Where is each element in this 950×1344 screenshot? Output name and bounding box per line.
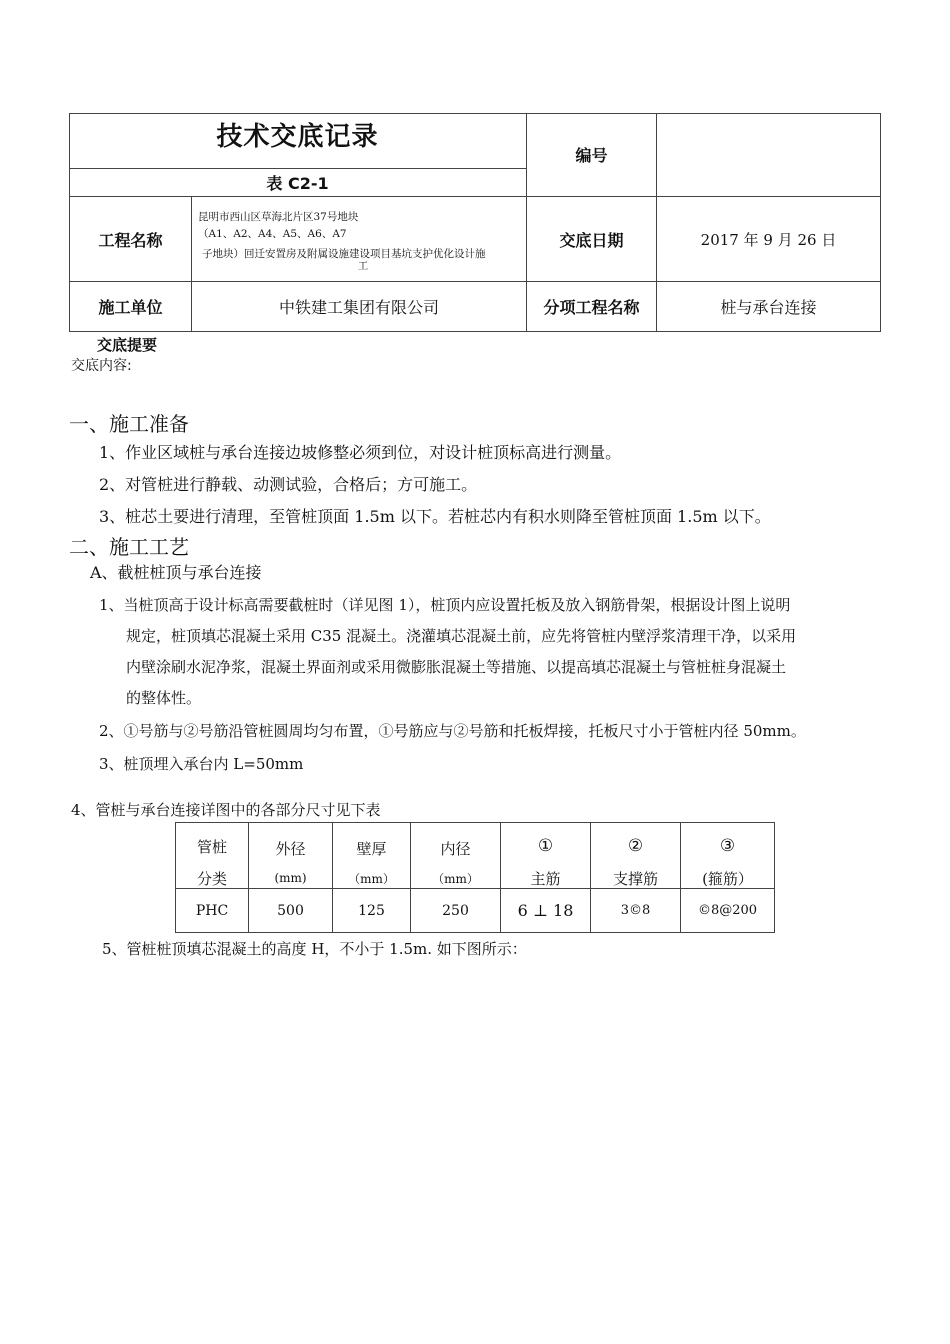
table-cell: 250 xyxy=(442,902,469,919)
table-header-cell: 壁厚 xyxy=(356,839,387,858)
project-name-line: 工 xyxy=(357,260,369,272)
table-header-cell: （mm） xyxy=(432,871,479,886)
table-header-cell: (mm) xyxy=(274,871,307,885)
table-cell: 6 ⊥ 18 xyxy=(517,901,574,920)
document-title: 技术交底记录 xyxy=(216,121,379,152)
section2-item2: 2、①号筋与②号筋沿管桩圆周均匀布置，①号筋应与②号筋和托板焊接，托板尺寸小于管桩内径 50mm。 xyxy=(99,722,806,740)
table-cell: ©8@200 xyxy=(697,903,758,918)
section2-item1-line: 规定，桩顶填芯混凝土采用 C35 混凝土。浇灌填芯混凝土前，应先将管桩内壁浮浆清理干净，以采用 xyxy=(126,627,797,645)
project-name-line: 昆明市西山区草海北片区37号地块 xyxy=(198,211,359,223)
table-header-cell: 分类 xyxy=(196,869,227,888)
table-cell: 500 xyxy=(277,902,304,919)
table-cell: 125 xyxy=(358,902,385,919)
section2-title: 二、施工工艺 xyxy=(69,535,189,559)
table-header-cell: ① xyxy=(537,836,554,856)
biaohao-label: 编号 xyxy=(575,146,608,165)
form-number: 表 C2-1 xyxy=(266,174,329,193)
table-header-cell: 支撑筋 xyxy=(612,869,658,888)
table-header-cell: (箍筋） xyxy=(702,869,753,888)
table-cell: 3©8 xyxy=(620,903,651,918)
section1-item: 2、对管桩进行静载、动测试验，合格后；方可施工。 xyxy=(99,475,478,494)
section1-title: 一、施工准备 xyxy=(69,412,189,436)
content-label: 交底内容: xyxy=(71,358,132,374)
section2-item3: 3、桩顶埋入承台内 L=50mm xyxy=(99,755,304,773)
table-header-cell: ② xyxy=(627,836,644,856)
section1-item: 3、桩芯土要进行清理，至管桩顶面 1.5m 以下。若桩芯内有积水则降至管桩顶面 1.5m 以下。 xyxy=(99,507,771,526)
subproject-value: 桩与承台连接 xyxy=(720,298,817,317)
section1-item: 1、作业区域桩与承台连接边坡修整必须到位，对设计桩顶标高进行测量。 xyxy=(99,443,622,462)
section2-subtitle: A、截桩桩顶与承台连接 xyxy=(90,563,262,582)
date-value: 2017 年 9 月 26 日 xyxy=(700,230,837,249)
table-header-cell: 管桩 xyxy=(196,837,227,856)
table-header-cell: 内径 xyxy=(440,839,471,858)
unit-label: 施工单位 xyxy=(98,298,163,317)
project-name-line: （A1、A2、A4、A5、A6、A7 xyxy=(198,228,347,240)
date-label: 交底日期 xyxy=(559,230,624,250)
section2-item5: 5、管桩桩顶填芯混凝土的高度 H，不小于 1.5m. 如下图所示： xyxy=(102,940,527,958)
table-header-cell: （mm） xyxy=(348,871,395,886)
project-name-line: 子地块）回迁安置房及附属设施建设项目基坑支护优化设计施 xyxy=(202,248,486,260)
section2-item4: 4、管桩与承台连接详图中的各部分尺寸见下表 xyxy=(71,801,381,819)
section2-item1-line: 内壁涂刷水泥净浆，混凝土界面剂或采用微膨胀混凝土等措施、以提高填芯混凝土与管桩桩身混凝土 xyxy=(126,658,787,676)
unit-value: 中铁建工集团有限公司 xyxy=(278,298,439,317)
table-header-cell: 主筋 xyxy=(530,869,561,888)
section2-item1-line: 的整体性。 xyxy=(126,689,202,707)
section2-item1-line: 1、当桩顶高于设计标高需要截桩时（详见图 1），桩顶内应设置托板及放入钢筋骨架，根据设计图上说明 xyxy=(99,596,791,614)
subproject-label: 分项工程名称 xyxy=(543,298,640,317)
table-header-cell: 外径 xyxy=(275,839,306,858)
table-cell: PHC xyxy=(195,902,229,919)
summary-label: 交底提要 xyxy=(97,336,158,354)
project-label: 工程名称 xyxy=(98,230,163,250)
table-header-cell: ③ xyxy=(719,836,736,856)
